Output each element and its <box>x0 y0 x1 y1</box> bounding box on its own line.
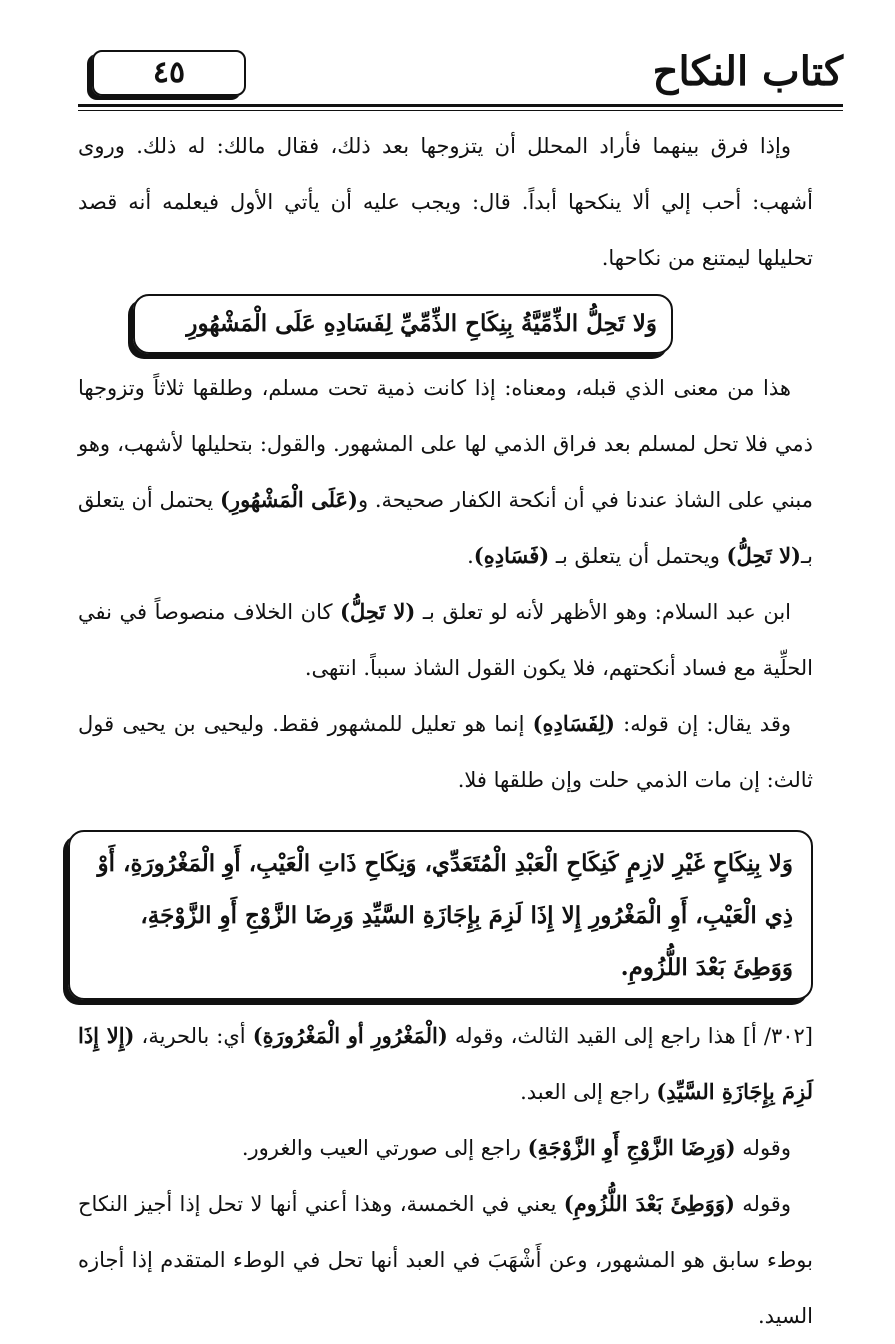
text-run: راجع إلى العبد. <box>520 1080 657 1104</box>
text-run: أي: بالحرية، <box>134 1024 253 1048</box>
text-run: ابن عبد السلام: وهو الأظهر لأنه لو تعلق بـ <box>415 600 792 624</box>
page-title: كتاب النكاح <box>652 48 843 95</box>
text-run: يحتمل أن يتعلق بـ <box>78 488 813 568</box>
text-run: وقوله <box>734 1192 791 1216</box>
text-run: كان الخلاف منصوصاً في نفي الحلِّية مع فساد أنكحتهم، فلا يكون القول الشاذ سبباً. انتهى. <box>78 600 813 680</box>
paragraph-5 <box>78 1008 813 1120</box>
quoted-phrase: (لِفَسَادِهِ) <box>532 711 615 736</box>
text-run: هذا من معنى الذي قبله، ومعناه: إذا كانت ذمية تحت مسلم، وطلقها ثلاثاً وتزوجها ذمي فلا تحل لمسلم بعد فراق الذمي لها على المشهور. والقول: بتحليلها لأشهب، وهو مبني على الشاذ عندنا في أن أنكحة الكفار صحيحة. و <box>78 376 814 512</box>
text-run: [٣٠٢/ أ] هذا راجع إلى القيد الثالث، وقوله <box>447 1024 813 1048</box>
paragraph-2 <box>78 360 813 584</box>
page-header <box>78 40 843 104</box>
quoted-phrase: (وَوَطِئَ بَعْدَ اللُّزُومِ) <box>563 1191 735 1216</box>
quoted-phrase: (لا تَحِلُّ) <box>340 599 416 624</box>
page-content <box>78 118 813 1344</box>
quoted-phrase: (عَلَى الْمَشْهُورِ) <box>220 487 358 512</box>
quoted-phrase: (فَسَادِهِ) <box>473 543 550 568</box>
paragraph-4 <box>78 696 813 808</box>
page-number: ٤٥ <box>92 50 246 96</box>
text-run: وقوله <box>735 1136 791 1160</box>
text-run: وقد يقال: إن قوله: <box>615 712 792 736</box>
matn-box-2: وَلا بِنِكَاحٍ غَيْرِ لازِمٍ كَنِكَاحِ الْعَبْدِ الْمُتَعَدِّي، وَنِكَاحِ ذَاتِ الْعَيْبِ، أَوِ الْمَغْرُورَةِ، أَوْ ذِي الْعَيْبِ، أَوِ الْمَغْرُورِ إِلا إِذَا لَزِمَ بِإِجَازَةِ السَّيِّدِ وَرِضَا الزَّوْجِ أَوِ الزَّوْجَةِ، وَوَطِئَ بَعْدَ اللُّزُومِ. <box>68 830 813 1000</box>
paragraph-3 <box>78 584 813 696</box>
quoted-phrase: (الْمَغْرُورِ أو الْمَغْرُورَةِ) <box>252 1023 448 1048</box>
paragraph-1: وإذا فرق بينهما فأراد المحلل أن يتزوجها بعد ذلك، فقال مالك: له ذلك. وروى أشهب: أحب إلي ألا ينكحها أبداً. قال: ويجب عليه أن يأتي الأول فيعلمه أنه قصد تحليلها ليمتنع من نكاحها. <box>78 134 813 270</box>
quoted-phrase: (لا تَحِلُّ) <box>726 543 801 568</box>
text-run: يعني في الخمسة، وهذا أعني أنها لا تحل إذا أجيز النكاح بوطء سابق هو المشهور، وعن أَشْهَبَ في العبد أنها تحل في الوطء المتقدم إذا أجازه السيد. <box>78 1192 813 1328</box>
text-run: . <box>467 544 474 568</box>
quoted-phrase: (وَرِضَا الزَّوْجِ أَوِ الزَّوْجَةِ) <box>527 1135 736 1160</box>
text-run: إنما هو تعليل للمشهور فقط. وليحيى بن يحيى قول ثالث: إن مات الذمي حلت وإن طلقها فلا. <box>78 712 813 792</box>
text-run: ويحتمل أن يتعلق بـ <box>549 544 727 568</box>
matn-box-1: وَلا تَحِلُّ الذِّمِّيَّةُ بِنِكَاحِ الذِّمِّيِّ لِفَسَادِهِ عَلَى الْمَشْهُورِ <box>133 294 673 354</box>
quoted-phrase: (إِلا إِذَا لَزِمَ بِإِجَازَةِ السَّيِّدِ) <box>78 1023 813 1104</box>
header-rule-thin <box>78 110 843 111</box>
text-run: راجع إلى صورتي العيب والغرور. <box>241 1136 528 1160</box>
header-rule <box>78 104 843 107</box>
paragraph-6 <box>78 1120 813 1176</box>
